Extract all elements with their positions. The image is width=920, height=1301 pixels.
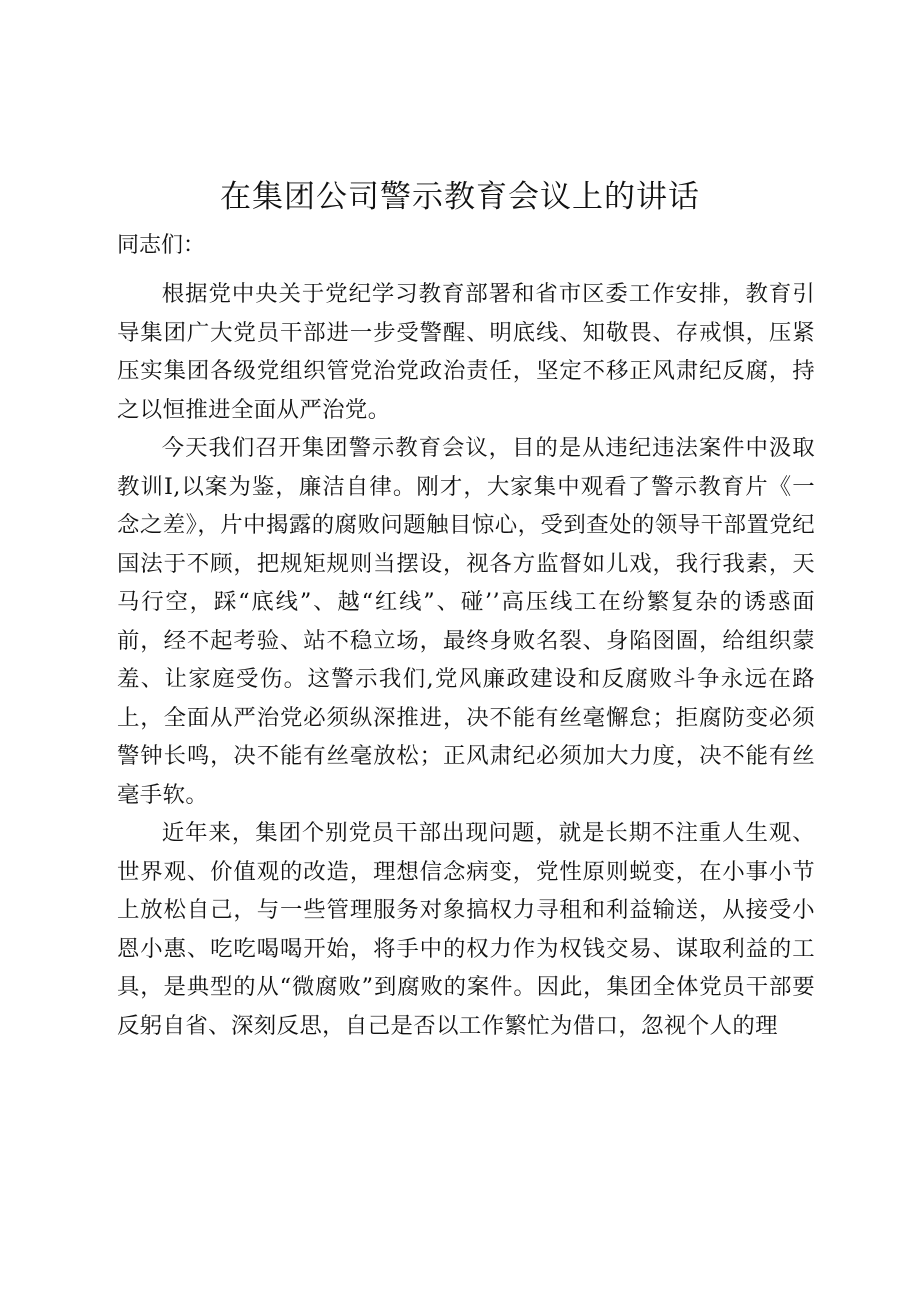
document-title: 在集团公司警示教育会议上的讲话	[220, 179, 700, 215]
document-body	[117, 275, 815, 1045]
paragraph-1: 根据党中央关于党纪学习教育部署和省市区委工作安排，教育引导集团广大党员干部进一步受警醒、明底线、知敬畏、存戒惧，压紧压实集团各级党组织管党治党政治责任，坚定不移正风肃纪反腐，持之以恒推进全面从严治党。	[117, 281, 815, 423]
paragraph-3: 近年来，集团个别党员干部出现问题，就是长期不注重人生观、世界观、价值观的改造，理想信念病变，党性原则蜕变，在小事小节上放松自己，与一些管理服务对象搞权力寻租和利益输送，从接受小恩小惠、吃吃喝喝开始，将手中的权力作为权钱交易、谋取利益的工具，是典型的从“微腐败”到腐败的案件。因此，集团全体党员干部要反躬自省、深刻反思，自己是否以工作繁忙为借口，忽视个人的理	[117, 820, 815, 1039]
salutation: 同志们：	[117, 233, 206, 258]
paragraph-2: 今天我们召开集团警示教育会议，目的是从违纪违法案件中汲取教训I,以案为鉴，廉洁自律。刚才，大家集中观看了警示教育片《一念之差》，片中揭露的腐败问题触目惊心，受到查处的领导干部置党纪国法于不顾，把规矩规则当摆设，视各方监督如儿戏，我行我素，天马行空，踩“底线”、越“红线”、碰’’高压线工在纷繁复杂的诱惑面前，经不起考验、站不稳立场，最终身败名裂、身陷囹圄，给组织蒙羞、让家庭受伤。这警示我们,党风廉政建设和反腐败斗争永远在路上，全面从严治党必须纵深推进，决不能有丝毫懈怠；拒腐防变必须警钟长鸣，决不能有丝毫放松；正风肃纪必须加大力度，决不能有丝毫手软。	[117, 435, 815, 808]
